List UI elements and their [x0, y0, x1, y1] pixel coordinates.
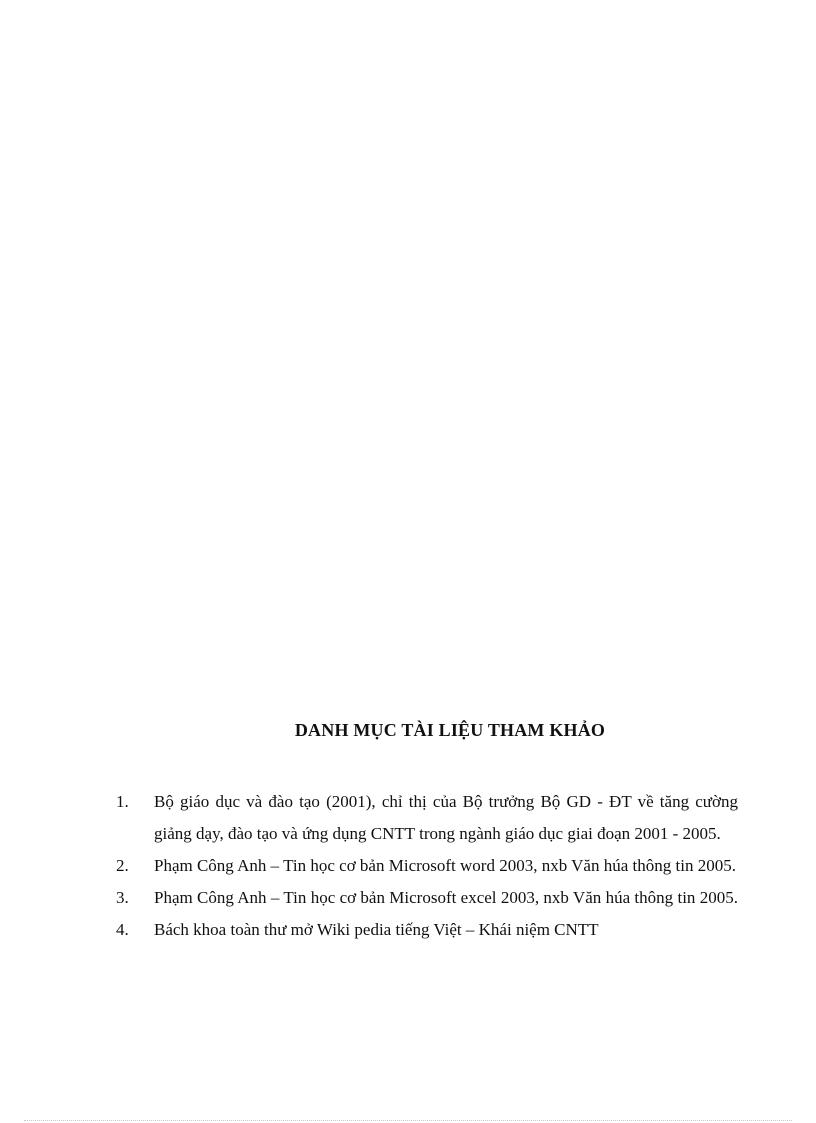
reference-item-2 [116, 850, 738, 882]
reference-number: 4. [116, 920, 129, 939]
reference-item-1 [116, 786, 738, 850]
page-title: DANH MỤC TÀI LIỆU THAM KHẢO [294, 720, 606, 740]
reference-text: Bộ giáo dục và đào tạo (2001), chỉ thị của Bộ trưởng Bộ GD - ĐT về tăng cường giảng dạy, đào tạo và ứng dụng CNTT trong ngành giáo dục giai đoạn 2001 - 2005. [154, 792, 738, 843]
reference-text: Bách khoa toàn thư mở Wiki pedia tiếng Việt – Khái niệm CNTT [154, 920, 599, 939]
reference-item-3 [116, 882, 738, 914]
reference-text: Phạm Công Anh – Tin học cơ bản Microsoft word 2003, nxb Văn húa thông tin 2005. [154, 856, 736, 875]
reference-text: Phạm Công Anh – Tin học cơ bản Microsoft excel 2003, nxb Văn húa thông tin 2005. [154, 888, 738, 907]
reference-number: 1. [116, 792, 129, 811]
reference-number: 2. [116, 856, 129, 875]
reference-item-4 [116, 914, 738, 946]
reference-list [116, 786, 738, 946]
reference-number: 3. [116, 888, 129, 907]
footer-divider [24, 1120, 792, 1121]
